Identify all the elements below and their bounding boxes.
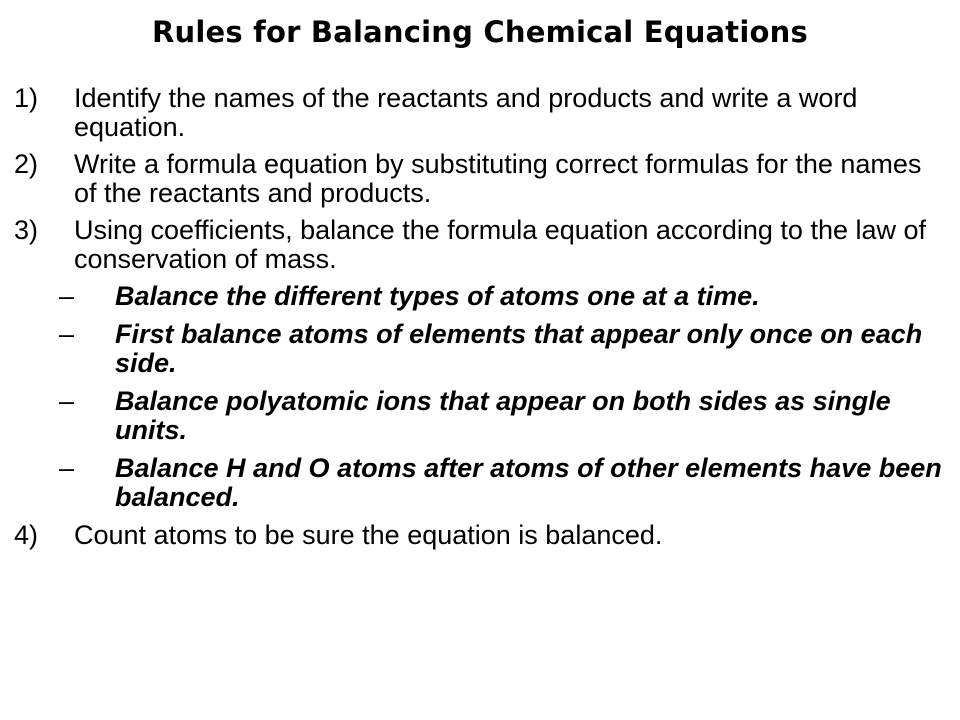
rules-list bbox=[14, 84, 944, 558]
step-number: 3) bbox=[14, 215, 39, 245]
sub-bullet-text: Balance polyatomic ions that appear on both sides as single units. bbox=[115, 386, 891, 445]
step-text: Count atoms to be sure the equation is balanced. bbox=[74, 520, 663, 550]
dash-marker: – bbox=[59, 281, 75, 311]
sub-bullet-1 bbox=[14, 282, 944, 311]
sub-bullet-text: Balance H and O atoms after atoms of other elements have been balanced. bbox=[115, 453, 942, 512]
list-item-step-3 bbox=[14, 216, 944, 274]
dash-marker: – bbox=[59, 386, 75, 416]
list-item-step-1 bbox=[14, 84, 944, 142]
step-text: Identify the names of the reactants and products and write a word equation. bbox=[74, 83, 858, 142]
sub-bullet-4 bbox=[14, 454, 944, 512]
list-item-step-4 bbox=[14, 521, 944, 550]
sub-bullet-text: First balance atoms of elements that appear only once on each side. bbox=[115, 319, 923, 378]
step-number: 1) bbox=[14, 83, 39, 113]
step-text: Using coefficients, balance the formula equation according to the law of conservation of mass. bbox=[74, 215, 927, 274]
dash-marker: – bbox=[59, 319, 75, 349]
slide-title: Rules for Balancing Chemical Equations bbox=[152, 15, 808, 49]
step-number: 2) bbox=[14, 149, 39, 179]
step-number: 4) bbox=[14, 520, 39, 550]
sub-bullet-text: Balance the different types of atoms one at a time. bbox=[115, 281, 760, 311]
sub-bullet-3 bbox=[14, 387, 944, 445]
sub-bullet-2 bbox=[14, 320, 944, 378]
list-item-step-2 bbox=[14, 150, 944, 208]
dash-marker: – bbox=[59, 453, 75, 483]
step-text: Write a formula equation by substituting correct formulas for the names of the reactants and products. bbox=[74, 149, 922, 208]
